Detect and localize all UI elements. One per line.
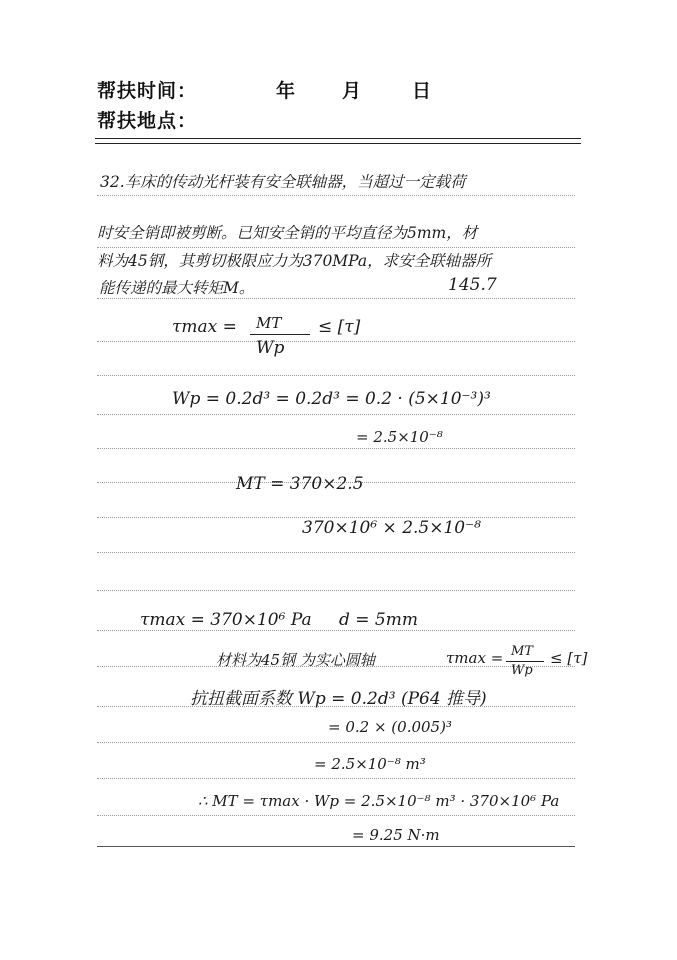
eq5-denominator: Wp [511,663,533,678]
header-rule-top [95,138,581,139]
eq5-lhs: τmax = [446,649,504,667]
calc-step-1: = 0.2 × (0.005)³ [328,718,452,736]
help-place-label: 帮扶地点： [97,110,198,132]
calc-step-2: = 2.5×10⁻⁸ m³ [314,755,426,773]
eq1-denominator: Wp [256,338,285,358]
year-label: 年 [276,80,297,102]
bottom-rule [97,846,575,847]
eq1-lhs: τmax = [172,317,237,337]
problem-line-3: 料为45钢，其剪切极限应力为370MPa，求安全联轴器所 [97,252,492,270]
problem-line-2: 时安全销即被剪断。已知安全销的平均直径为5mm，材 [97,224,478,242]
eq5-fraction-bar [506,661,544,662]
tau-given: τmax = 370×10⁶ Pa [140,610,312,630]
day-label: 日 [412,80,433,102]
section-modulus: 抗扭截面系数 Wp = 0.2d³ (P64 推导) [190,689,487,709]
diameter-given: d = 5mm [339,610,418,630]
problem-answer: 145.7 [448,275,497,295]
eq5-numerator: MT [511,644,533,659]
material-note: 材料为45钢 为实心圆轴 [216,651,375,669]
help-time-label: 帮扶时间： [97,80,198,102]
final-answer: = 9.25 N·m [352,826,440,844]
header-rule-bottom [95,143,581,144]
eq1-numerator: MT [256,314,282,332]
eq2-result: = 2.5×10⁻⁸ [356,428,443,446]
eq3-expansion: 370×10⁶ × 2.5×10⁻⁸ [302,518,481,538]
eq1-fraction-bar [250,334,310,335]
eq2: Wp = 0.2d³ = 0.2d³ = 0.2 · (5×10⁻³)³ [172,389,491,409]
problem-line-1: 32.车床的传动光杆装有安全联轴器，当超过一定载荷 [100,173,466,191]
eq5-rhs: ≤ [τ] [550,649,588,667]
eq1-rhs: ≤ [τ] [318,317,361,337]
month-label: 月 [342,80,363,102]
problem-line-4: 能传递的最大转矩M。 [99,279,255,297]
eq3: MT = 370×2.5 [236,474,364,494]
result-equation: ∴ MT = τmax · Wp = 2.5×10⁻⁸ m³ · 370×10⁶ Pa [198,792,560,810]
